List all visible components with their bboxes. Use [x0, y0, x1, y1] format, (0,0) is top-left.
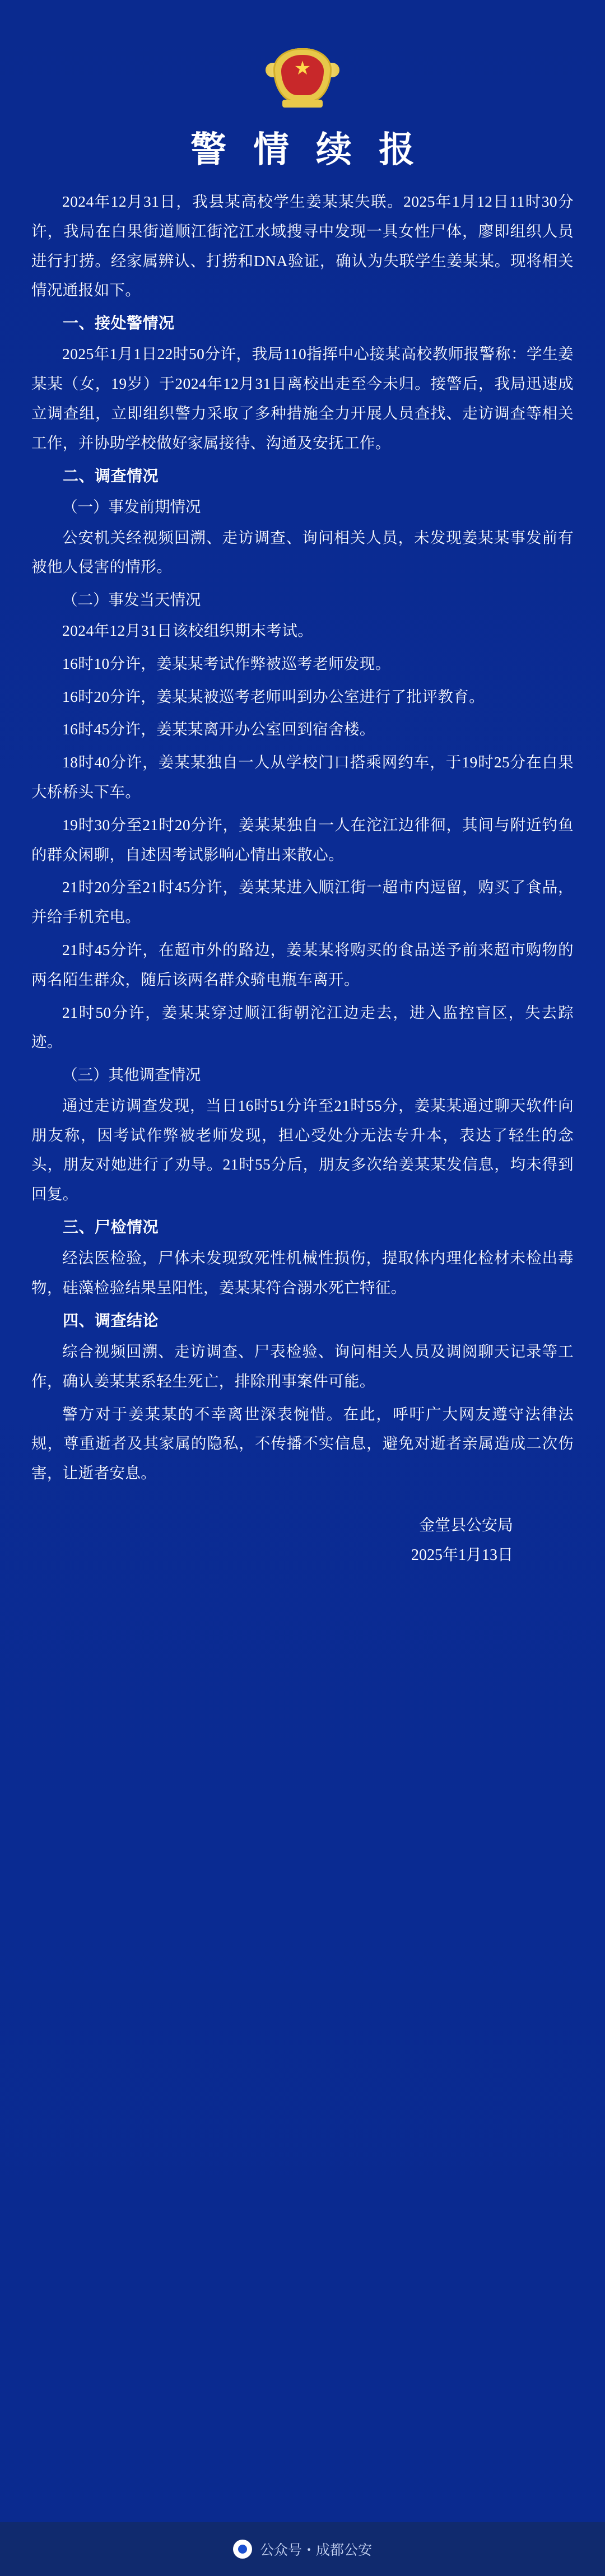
intro-paragraph: 2024年12月31日，我县某高校学生姜某某失联。2025年1月12日11时30分许，我局在白果街道顺江街沱江水域搜寻中发现一具女性尸体，廖即组织人员进行打捞。经家属辨认、打捞和DNA验证，确认为失联学生姜某某。现将相关情况通报如下。 [31, 193, 574, 299]
subsection-label-2-3: （三）其他调查情况 [62, 1066, 201, 1084]
wechat-account-icon [233, 2540, 252, 2559]
section-4-paragraph-2: 警方对于姜某某的不幸离世深表惋惜。在此，呼吁广大网友遵守法律法规，尊重逝者及其家属的隐私，不传播不实信息，避免对逝者亲属造成二次伤害，让逝者安息。 [31, 1405, 574, 1482]
signature-block [31, 1511, 574, 1570]
section-heading-1: 一、接处警情况 [63, 315, 175, 333]
subsection-label-2-1: （一）事发前期情况 [62, 497, 201, 515]
signature-issuer: 金堂县公安局 [418, 1517, 513, 1535]
emblem-base [282, 100, 323, 108]
subsection-2-1-paragraph-1: 公安机关经视频回溯、走访调查、询问相关人员，未发现姜某某事发前有被他人侵害的情形。 [31, 528, 574, 576]
section-heading-3: 三、尸检情况 [63, 1219, 159, 1237]
document-body [0, 187, 605, 2032]
police-emblem-icon [266, 37, 339, 111]
section-4-paragraph-1: 综合视频回溯、走访调查、尸表检验、询问相关人员及调阅聊天记录等工作，确认姜某某系轻生死亡，排除刑事案件可能。 [31, 1343, 574, 1390]
layout-spacer [0, 2032, 605, 2493]
section-heading-4: 四、调查结论 [63, 1312, 159, 1330]
section-heading-2: 二、调查情况 [63, 467, 159, 485]
emblem-container [0, 0, 605, 117]
subsection-2-2-paragraph-8: 21时45分许，在超市外的路边，姜某某将购买的食品送予前来超市购物的两名陌生群众，随后该两名群众骑电瓶车离开。 [31, 940, 574, 988]
subsection-2-2-paragraph-1: 2024年12月31日该校组织期末考试。 [62, 621, 313, 639]
page-title: 警 情 续 报 [190, 130, 424, 170]
subsection-2-3-paragraph-1: 通过走访调查发现，当日16时51分许至21时55分，姜某某通过聊天软件向朋友称，因考试作弊被老师发现，担心受处分无法专升本，表达了轻生的念头，朋友对她进行了劝导。21时55分后，朋友多次给姜某某发信息，均未得到回复。 [31, 1096, 574, 1203]
subsection-2-2-paragraph-6: 19时30分至21时20分许，姜某某独自一人在沱江边徘徊，其间与附近钓鱼的群众闲聊，自述因考试影响心情出来散心。 [31, 816, 574, 863]
subsection-2-2-paragraph-9: 21时50分许，姜某某穿过顺江街朝沱江边走去，进入监控盲区，失去踪迹。 [31, 1003, 574, 1051]
subsection-2-2-paragraph-5: 18时40分许，姜某某独自一人从学校门口搭乘网约车，于19时25分在白果大桥桥头下车。 [31, 753, 574, 800]
subsection-2-2-paragraph-2: 16时10分许，姜某某考试作弊被巡考老师发现。 [62, 654, 391, 672]
subsection-2-2-paragraph-7: 21时20分至21时45分许，姜某某进入顺江街一超市内逗留，购买了食品，并给手机充电。 [31, 878, 574, 926]
section-3-paragraph-1: 经法医检验，尸体未发现致死性机械性损伤，提取体内理化检材未检出毒物，硅藻检验结果呈阳性，姜某某符合溺水死亡特征。 [31, 1249, 574, 1297]
section-1-paragraph-1: 2025年1月1日22时50分许，我局110指挥中心接某高校教师报警称：学生姜某某（女，19岁）于2024年12月31日离校出走至今未归。接警后，我局迅速成立调查组，立即组织警力采取了多种措施全力开展人员查找、走访调查等相关工作，并协助学校做好家属接待、沟通及安抚工作。 [31, 345, 574, 451]
signature-date: 2025年1月13日 [411, 1546, 513, 1564]
subsection-2-2-paragraph-3: 16时20分许，姜某某被巡考老师叫到办公室进行了批评教育。 [62, 687, 485, 705]
subsection-label-2-2: （二）事发当天情况 [62, 591, 201, 609]
footer-bar [0, 2522, 605, 2576]
subsection-2-2-paragraph-4: 16时45分许，姜某某离开办公室回到宿舍楼。 [62, 720, 375, 738]
footer-text: 公众号・成都公安 [259, 2542, 372, 2558]
